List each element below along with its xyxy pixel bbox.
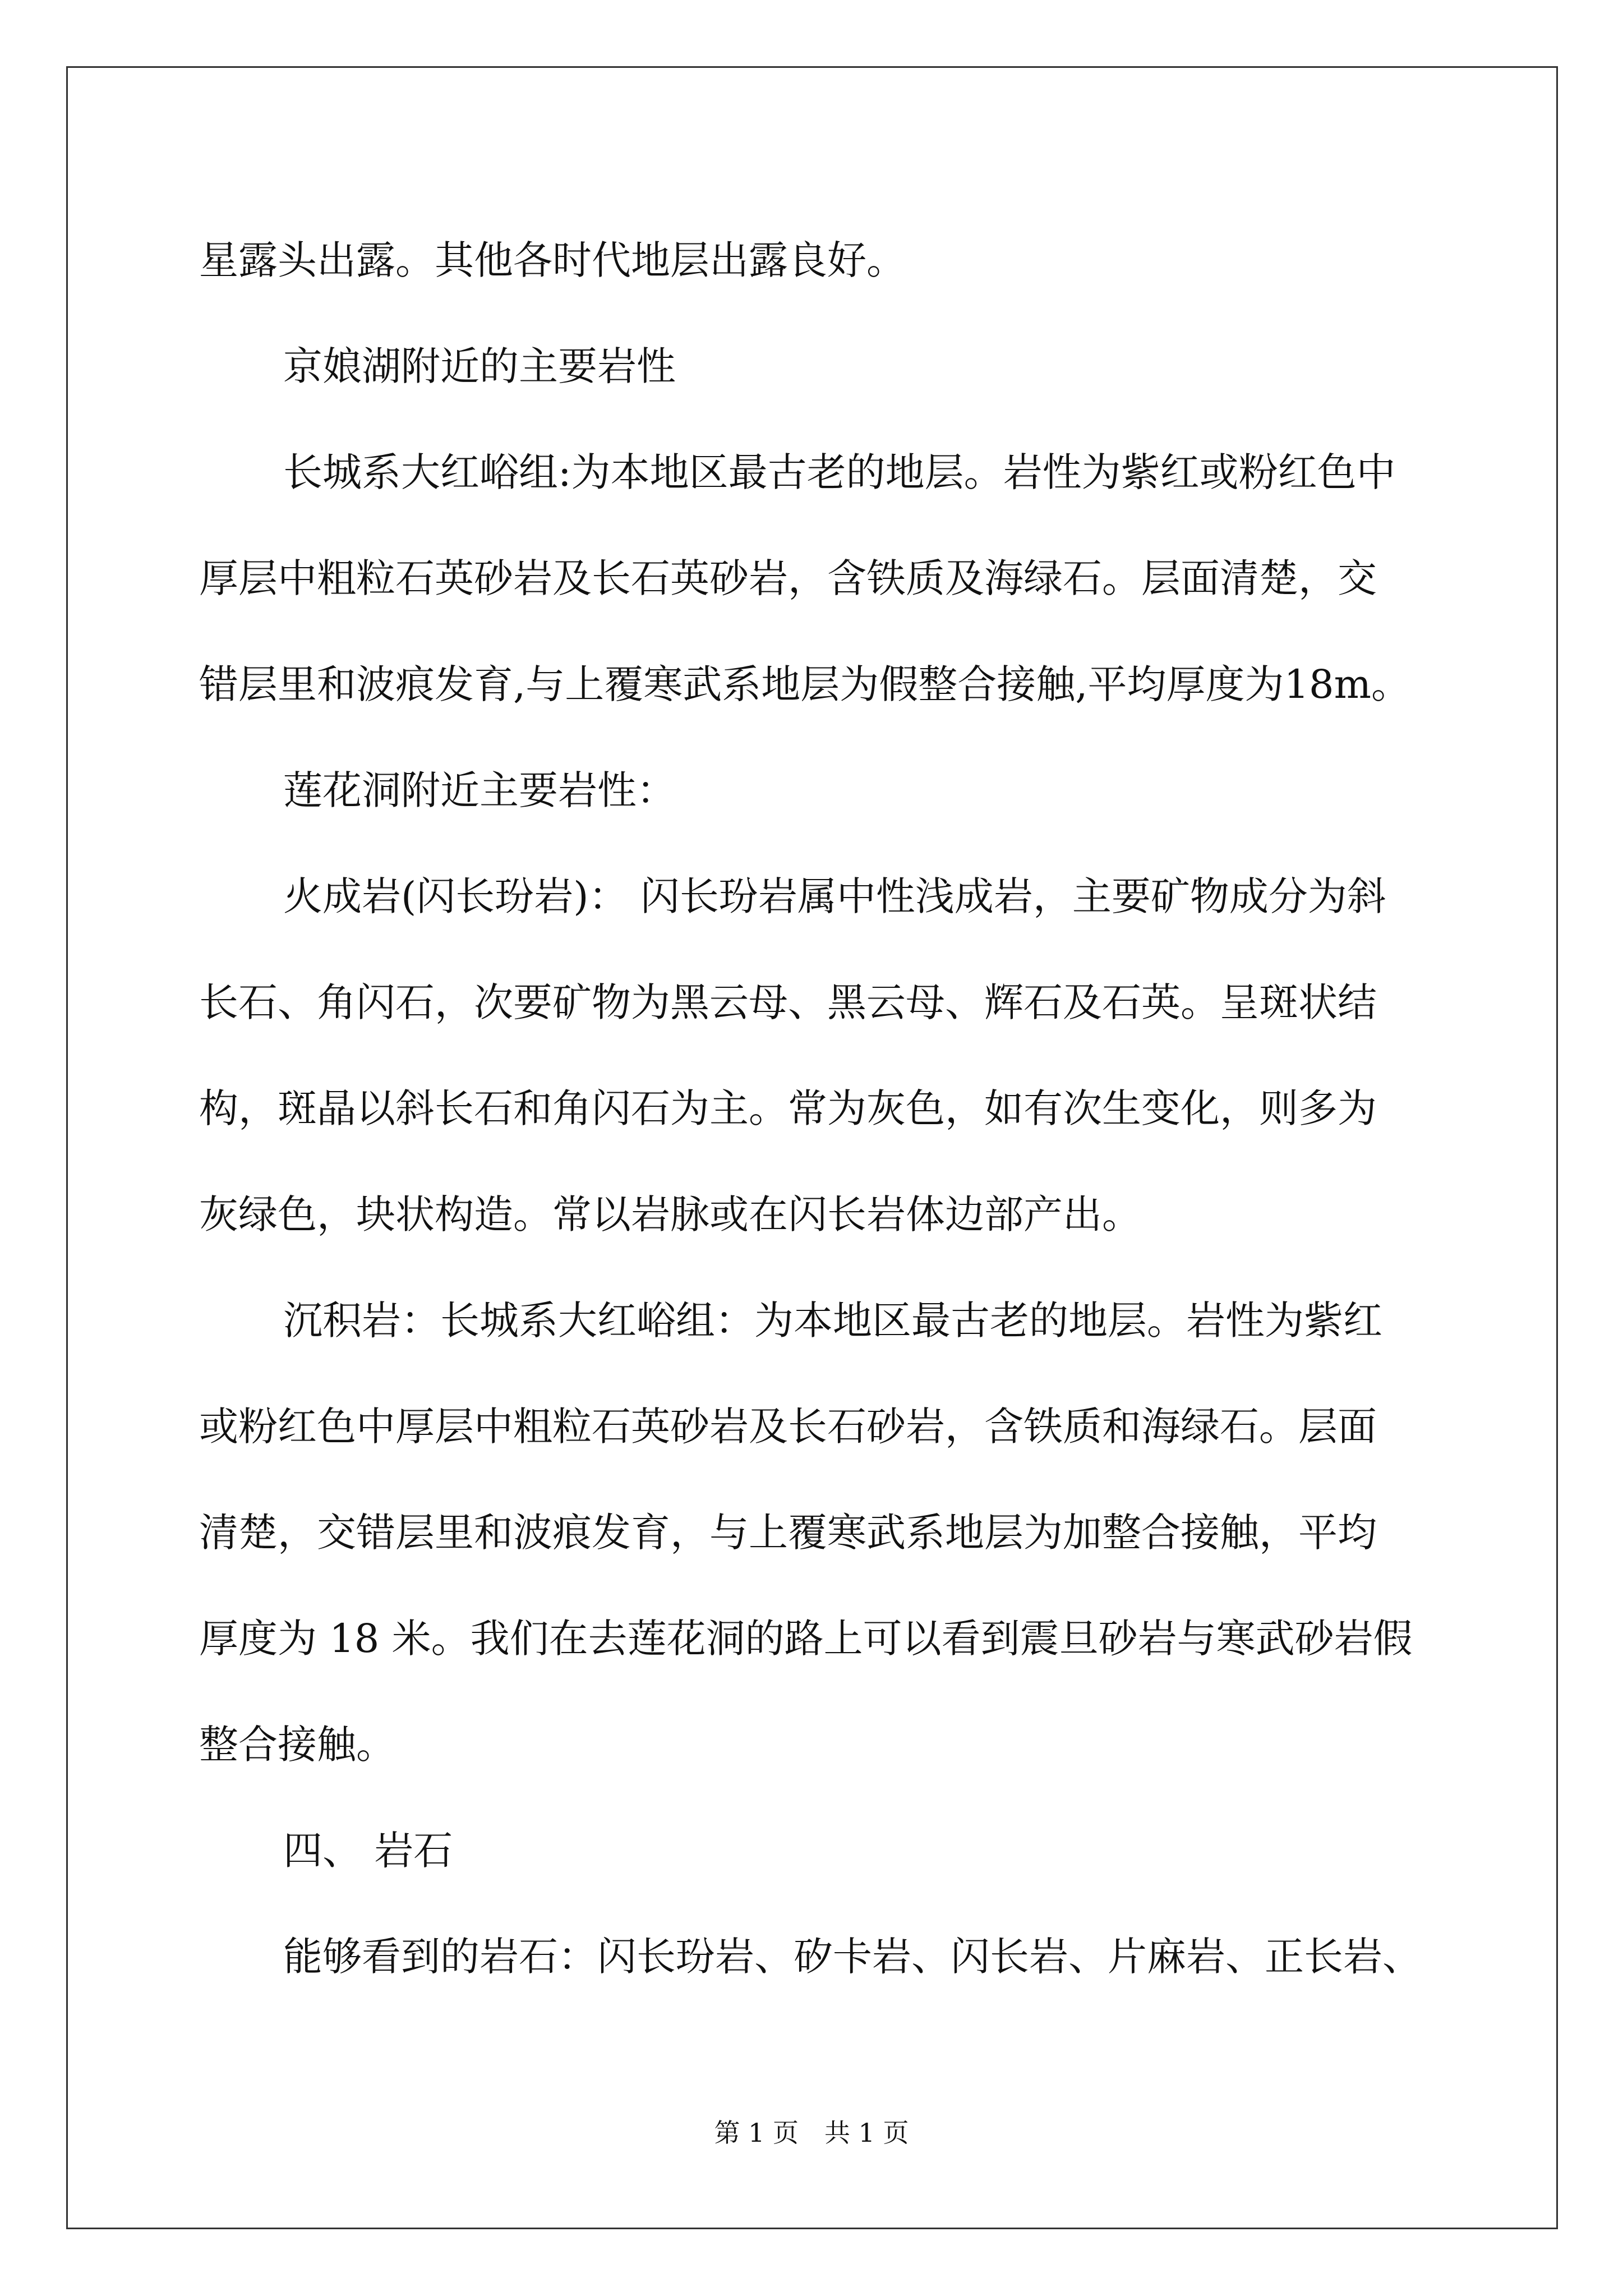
text-line: 厚层中粗粒石英砂岩及长石英砂岩，含铁质及海绿石。层面清楚，交 (199, 555, 1377, 601)
text-line: 灰绿色，块状构造。常以岩脉或在闪长岩体边部产出。 (199, 1191, 1141, 1237)
text-line: 能够看到的岩石：闪长玢岩、矽卡岩、闪长岩、片麻岩、正长岩、 (283, 1934, 1422, 1980)
text-line: 京娘湖附近的主要岩性 (283, 343, 676, 389)
text-line: 或粉红色中厚层中粗粒石英砂岩及长石砂岩，含铁质和海绿石。层面 (199, 1404, 1377, 1450)
text-line: 厚度为 18 米。我们在去莲花洞的路上可以看到震旦砂岩与寒武砂岩假 (199, 1616, 1413, 1662)
text-line: 沉积岩：长城系大红峪组：为本地区最古老的地层。岩性为紫红 (283, 1297, 1382, 1343)
text-line: 四、 岩石 (283, 1828, 453, 1874)
page-footer: 第 1 页 共 1 页 (714, 2118, 909, 2148)
text-line: 火成岩(闪长玢岩)： 闪长玢岩属中性浅成岩，主要矿物成分为斜 (283, 873, 1386, 919)
text-line: 星露头出露。其他各时代地层出露良好。 (199, 237, 906, 283)
text-line: 莲花洞附近主要岩性： (283, 767, 676, 813)
document-body (199, 208, 1433, 2010)
text-line: 整合接触。 (199, 1722, 395, 1768)
text-line: 长城系大红峪组:为本地区最古老的地层。岩性为紫红或粉红色中 (283, 449, 1396, 495)
text-line: 长石、角闪石，次要矿物为黑云母、黑云母、辉石及石英。呈斑状结 (199, 979, 1377, 1025)
text-line: 构，斑晶以斜长石和角闪石为主。常为灰色，如有次生变化，则多为 (199, 1085, 1377, 1131)
text-line: 清楚，交错层里和波痕发育，与上覆寒武系地层为加整合接触，平均 (199, 1510, 1377, 1556)
text-line: 错层里和波痕发育,与上覆寒武系地层为假整合接触,平均厚度为18m。 (199, 661, 1410, 707)
